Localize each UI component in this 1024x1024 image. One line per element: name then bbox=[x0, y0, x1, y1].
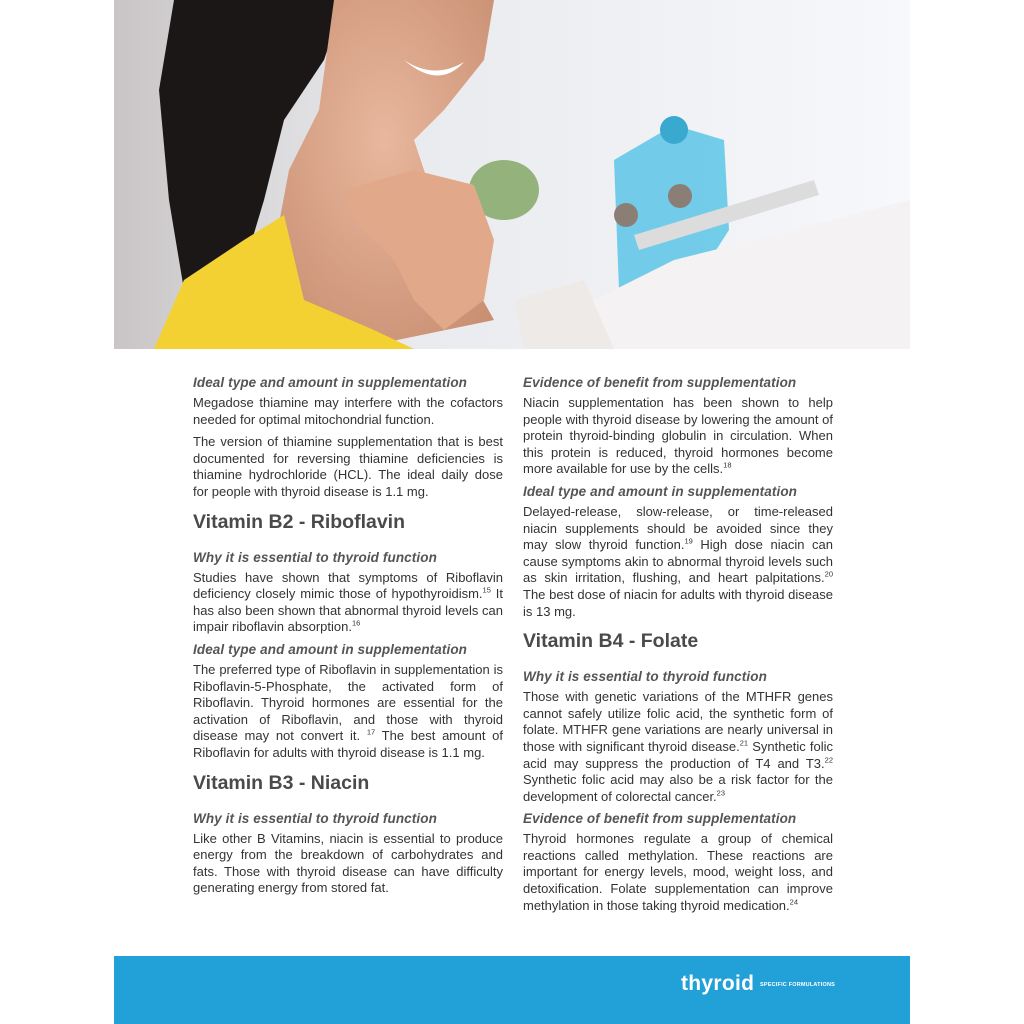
brand-logo: thyroid bbox=[681, 972, 755, 995]
footnote-ref: 24 bbox=[789, 897, 798, 907]
subheading: Why it is essential to thyroid function bbox=[193, 549, 437, 565]
footnote-ref: 20 bbox=[824, 570, 833, 580]
paragraph-text: The best amount of Riboflavin for adults with thyroid disease is 1.1 mg. bbox=[193, 728, 503, 760]
paragraph-text: Thyroid hormones regulate a group of chemical reactions called methylation. These reactions are important for energy levels, mood, weight loss, and detoxification. Folate supplementation can improve methylation in those taking thyroid medication. bbox=[523, 831, 833, 913]
footnote-ref: 19 bbox=[684, 536, 693, 546]
left-column bbox=[193, 375, 503, 903]
subheading: Why it is essential to thyroid function bbox=[523, 669, 767, 685]
paragraph bbox=[523, 689, 833, 805]
section-heading-b4: Vitamin B4 - Folate bbox=[523, 630, 699, 653]
paragraph-text: Those with genetic variations of the MTHFR genes cannot safely utilize folic acid, the synthetic form of folate. MTHFR gene variations are nearly universal in those with significant thyroid disease. bbox=[523, 689, 833, 754]
paragraph bbox=[523, 504, 833, 620]
paragraph: Like other B Vitamins, niacin is essential to produce energy from the breakdown of carbohydrates and fats. Those with thyroid disease can have difficulty generating energy from stored fat. bbox=[193, 830, 503, 896]
paragraph-text: The best dose of niacin for adults with thyroid disease is 13 mg. bbox=[523, 586, 833, 619]
brand-tagline: SPECIFIC FORMULATIONS bbox=[760, 982, 835, 988]
paragraph bbox=[193, 570, 503, 636]
paragraph-text: Delayed-release, slow-release, or time-released niacin supplements should be avoided since they may slow thyroid function. bbox=[523, 503, 833, 553]
paragraph bbox=[193, 662, 503, 762]
section-heading-b2: Vitamin B2 - Riboflavin bbox=[193, 510, 406, 533]
paragraph bbox=[523, 831, 833, 914]
paragraph-text: The preferred type of Riboflavin in supplementation is Riboflavin-5-Phosphate, the activated form of Riboflavin. Thyroid hormones are essential for the activation of Riboflavin, and those with thyroid disease may not convert it. bbox=[193, 661, 503, 744]
paragraph-text: It has also been shown that abnormal thyroid levels can impair riboflavin absorption. bbox=[193, 586, 503, 635]
section-heading-b3: Vitamin B3 - Niacin bbox=[193, 771, 370, 794]
footnote-ref: 16 bbox=[351, 619, 361, 629]
paragraph: Megadose thiamine may interfere with the cofactors needed for optimal mitochondrial function. bbox=[193, 395, 503, 427]
paragraph: The version of thiamine supplementation that is best documented for reversing thiamine deficiencies is thiamine hydrochloride (HCL). The ideal daily dose for people with thyroid disease is 1.1 mg. bbox=[193, 434, 503, 499]
subheading: Why it is essential to thyroid function bbox=[193, 810, 437, 826]
paragraph-text: Synthetic folic acid may also be a risk factor for the development of colorectal cancer. bbox=[523, 772, 833, 804]
header-photo bbox=[114, 0, 910, 349]
paragraph bbox=[523, 395, 833, 478]
subheading: Ideal type and amount in supplementation bbox=[193, 641, 468, 657]
subheading: Evidence of benefit from supplementation bbox=[523, 375, 797, 390]
paragraph-text: Synthetic folic acid may suppress the production of T4 and T3. bbox=[523, 738, 833, 771]
footnote-ref: 17 bbox=[366, 727, 376, 737]
right-column bbox=[523, 375, 833, 920]
footer-band bbox=[114, 956, 910, 1024]
paragraph-text: Niacin supplementation has been shown to help people with thyroid disease by lowering the amount of protein thyroid-binding globulin in circulation. When this protein is reduced, thyroid hormones become more available for use by the cells. bbox=[523, 395, 833, 477]
footnote-ref: 21 bbox=[739, 738, 749, 748]
footnote-ref: 18 bbox=[723, 461, 732, 471]
subheading: Evidence of benefit from supplementation bbox=[523, 811, 797, 827]
footnote-ref: 23 bbox=[716, 788, 726, 798]
subheading: Ideal type and amount in supplementation bbox=[523, 483, 798, 499]
paragraph-text: High dose niacin can cause symptoms akin to abnormal thyroid levels such as skin irritation, flushing, and heart palpitations. bbox=[523, 537, 833, 586]
footnote-ref: 15 bbox=[482, 585, 491, 595]
paragraph-text: Studies have shown that symptoms of Riboflavin deficiency closely mimic those of hypothyroidism. bbox=[193, 569, 503, 602]
footnote-ref: 22 bbox=[824, 755, 833, 765]
subheading: Ideal type and amount in supplementation bbox=[193, 375, 468, 390]
